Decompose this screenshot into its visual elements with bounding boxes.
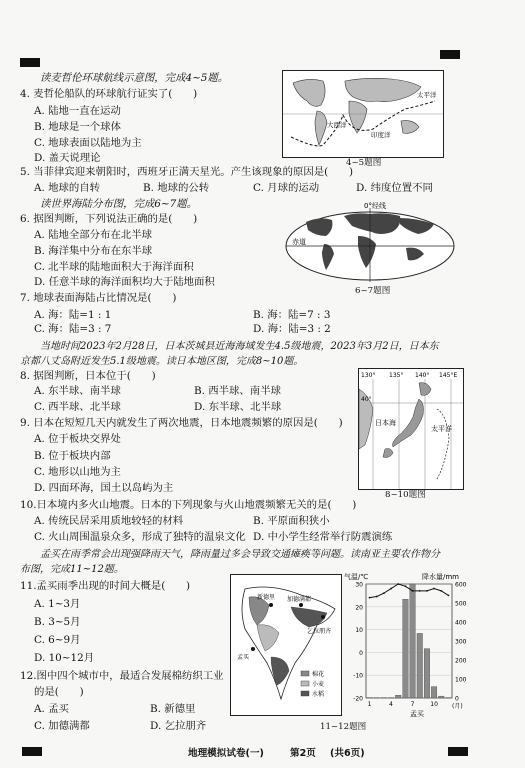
chart-temp-axis-title: 气温/℃ <box>344 573 369 581</box>
legend-cotton-label: 棉花 <box>312 671 325 678</box>
figure-land-sea-map <box>284 202 456 284</box>
label-prime-meridian: 0°经线 <box>364 202 386 210</box>
legend-wheat-label: 小麦 <box>312 681 325 688</box>
q11-option-b: B. 3~5月 <box>34 616 81 628</box>
label-equator: 赤道 <box>292 238 306 246</box>
label-lon-135: 135° <box>389 372 404 379</box>
legend-rice-swatch <box>301 691 309 696</box>
registration-mark-bottom-right <box>448 747 468 756</box>
q5-option-c: C. 月球的运动 <box>253 182 320 194</box>
registration-mark-bottom-left <box>22 747 42 756</box>
land-sea-map <box>284 202 456 284</box>
q6-option-b: B. 海洋集中分布在东半球 <box>34 245 153 257</box>
chart-temp-tick-label: 0 <box>359 649 363 657</box>
chart-month-tick-label: 4 <box>389 701 393 708</box>
q12-option-a: A. 孟买 <box>34 703 69 715</box>
chart-temp-point <box>433 588 435 590</box>
chart-temp-point <box>412 590 414 592</box>
figure-magellan-route-map <box>282 70 444 158</box>
q12-option-c: C. 加德满都 <box>34 720 90 732</box>
chart-precip-axis-title: 降水量/mm <box>422 573 459 581</box>
label-pacific-ocean-japan: 太平洋 <box>431 425 452 433</box>
q10-option-c: C. 火山周围温泉众多，形成了独特的温泉文化 <box>34 531 246 543</box>
q10-option-b: B. 平原面积狭小 <box>253 515 330 527</box>
chart-temp-point <box>419 590 421 592</box>
chart-month-tick-label: 7 <box>410 701 415 708</box>
q10-option-a: A. 传统民居采用质地较轻的材料 <box>34 515 184 527</box>
q11-option-c: C. 6~9月 <box>34 634 81 646</box>
chart-precip-bar <box>424 649 430 698</box>
q7-option-c: C. 海：陆=3 : 7 <box>34 323 112 335</box>
chart-temp-tick-label: 30 <box>355 581 363 589</box>
chart-temp-point <box>376 596 378 598</box>
footer-page: 第2页 <box>290 748 316 759</box>
figure-south-asia-crop-map <box>230 574 342 716</box>
label-new-delhi: 新德里 <box>257 594 276 601</box>
q7-option-b: B. 海：陆=7 : 3 <box>253 309 331 321</box>
q4-option-c: C. 地球表面以陆地为主 <box>34 137 142 149</box>
chart-temp-tick-label: -10 <box>353 672 363 680</box>
q4-option-b: B. 地球是一个球体 <box>34 121 121 133</box>
legend-rice-label: 水稻 <box>312 691 325 698</box>
magellan-route-map <box>283 71 443 157</box>
label-pacific-ocean: 太平洋 <box>417 91 437 99</box>
q9-option-d: D. 四面环海，国土以岛屿为主 <box>34 482 174 494</box>
q5-stem: 5. 当菲律宾迎来朝阳时，西班牙正满天星光。产生该现象的原因是( ) <box>20 166 354 178</box>
chart-month-unit: (月) <box>452 703 463 710</box>
label-cherrapunji: 乞拉朋齐 <box>307 628 332 635</box>
q10-option-d: D. 中小学生经常举行防震演练 <box>253 531 393 543</box>
label-mumbai: 孟买 <box>237 654 250 661</box>
q7-option-d: D. 海：陆=3 : 2 <box>253 323 331 335</box>
label-lon-145e: 145°E <box>439 372 458 379</box>
q6-option-d: D. 任意半球的海洋面积均大于陆地面积 <box>34 276 215 288</box>
chart-temp-point <box>390 588 392 590</box>
chart-precip-tick-label: 500 <box>455 600 467 608</box>
q4-stem: 4. 麦哲伦船队的环球航行证实了( ) <box>20 88 198 100</box>
chart-temp-point <box>369 597 371 599</box>
q4-option-d: D. 盖天说理论 <box>34 152 101 164</box>
q12-stem-line1: 12.图中四个城市中，最适合发展棉纺织工业 <box>20 670 224 682</box>
intro-8-10-line2: 京都八丈岛附近发生5.1级地震。读日本地区图，完成8~10题。 <box>20 356 304 367</box>
chart-temp-line <box>370 584 449 598</box>
figure-4-5-caption: 4~5题图 <box>346 158 382 168</box>
chart-precip-tick-label: 300 <box>455 638 467 646</box>
q12-option-d: D. 乞拉朋齐 <box>150 720 207 732</box>
chart-temp-point <box>405 585 407 587</box>
japan-map <box>359 369 463 489</box>
registration-mark-top-left <box>20 58 40 67</box>
chart-precip-tick-label: 100 <box>455 676 467 684</box>
chart-temp-point <box>426 590 428 592</box>
chart-precip-bar <box>438 696 444 698</box>
q11-option-a: A. 1~3月 <box>34 598 81 610</box>
chart-temp-tick-label: -20 <box>353 695 363 703</box>
label-kathmandu: 加德满都 <box>287 596 312 603</box>
label-lat-40: 40° <box>361 396 372 403</box>
chart-precip-bar <box>395 695 401 698</box>
footer-total: (共6页) <box>330 748 365 759</box>
q9-option-a: A. 位于板块交界处 <box>34 433 121 445</box>
chart-precip-bar <box>431 687 437 698</box>
label-indian-ocean: 印度洋 <box>371 131 391 139</box>
chart-precip-bar <box>410 584 416 698</box>
chart-temp-point <box>440 590 442 592</box>
chart-precip-bar <box>417 633 423 698</box>
footer-title: 地理模拟试卷(一) <box>188 748 264 759</box>
q8-stem: 8. 据图判断，日本位于( ) <box>20 370 156 382</box>
chart-month-tick-label: 1 <box>367 701 372 708</box>
q9-option-b: B. 位于板块内部 <box>34 450 111 462</box>
intro-11-12-line1: 孟买在雨季常会出现强降雨天气，降雨量过多会导致交通瘫痪等问题。读南亚主要农作物分 <box>40 549 440 560</box>
chart-precip-tick-label: 0 <box>455 695 459 703</box>
figure-japan-map <box>358 368 464 490</box>
q6-option-a: A. 陆地全部分布在北半球 <box>34 229 153 241</box>
chart-temp-point <box>397 583 399 585</box>
q10-stem: 10.日本境内多火山地震。日本的下列现象与火山地震频繁无关的是( ) <box>20 499 357 511</box>
chart-temp-tick-label: 20 <box>355 604 363 612</box>
q12-option-b: B. 新德里 <box>150 703 196 715</box>
chart-plot-frame <box>366 584 452 698</box>
chart-temp-point <box>448 595 450 597</box>
mumbai-climate-chart <box>344 570 484 720</box>
intro-6-7: 读世界海陆分布图，完成6~7题。 <box>40 198 198 210</box>
q11-stem: 11.孟买雨季出现的时间大概是( ) <box>20 580 191 592</box>
q5-option-a: A. 地球的自转 <box>34 182 101 194</box>
figure-11-12-caption: 11~12题图 <box>320 722 367 732</box>
q7-stem: 7. 地球表面海陆占比情况是( ) <box>20 292 177 304</box>
chart-precip-tick-label: 400 <box>455 619 467 627</box>
legend-wheat-swatch <box>301 681 309 686</box>
q6-stem: 6. 据图判断，下列说法正确的是( ) <box>20 213 198 225</box>
chart-temp-point <box>383 592 385 594</box>
q9-stem: 9. 日本在短短几天内就发生了两次地震，日本地震频繁的原因是( ) <box>20 417 343 429</box>
south-asia-crop-map <box>231 575 341 715</box>
intro-11-12-line2: 布图，完成11~12题。 <box>20 564 124 575</box>
q11-option-d: D. 10~12月 <box>34 652 95 664</box>
q8-option-a: A. 东半球、南半球 <box>34 385 121 397</box>
chart-temp-tick-label: 10 <box>355 627 363 635</box>
chart-precip-bar <box>403 599 409 698</box>
chart-station-label: 孟买 <box>410 710 424 718</box>
registration-mark-top-right <box>440 50 460 59</box>
legend-cotton-swatch <box>301 671 309 676</box>
q7-option-a: A. 海：陆=1 : 1 <box>34 309 112 321</box>
q8-option-c: C. 西半球、北半球 <box>34 401 121 413</box>
intro-4-5: 读麦哲伦环球航线示意图，完成4~5题。 <box>40 72 229 84</box>
chart-precip-tick-label: 200 <box>455 657 467 665</box>
figure-6-7-caption: 6~7题图 <box>355 286 391 296</box>
q5-option-b: B. 地球的公转 <box>143 182 210 194</box>
q4-option-a: A. 陆地一直在运动 <box>34 105 121 117</box>
intro-8-10-line1: 当地时间2023年2月28日，日本茨城县近海海域发生4.5级地震，2023年3月2日，日本东 <box>40 341 439 352</box>
chart-month-tick-label: 10 <box>430 701 438 708</box>
label-atlantic-ocean: 大西洋 <box>327 121 347 129</box>
figure-8-10-caption: 8~10题图 <box>385 490 426 500</box>
label-lon-140: 140° <box>415 372 430 379</box>
q12-stem-line2: 的是( ) <box>34 686 84 698</box>
q8-option-d: D. 东半球、北半球 <box>194 401 282 413</box>
q6-option-c: C. 北半球的陆地面积大于海洋面积 <box>34 261 194 273</box>
q8-option-b: B. 西半球、南半球 <box>194 385 281 397</box>
q5-option-d: D. 纬度位置不同 <box>356 182 433 194</box>
chart-precip-tick-label: 600 <box>455 581 467 589</box>
label-lon-130: 130° <box>361 372 376 379</box>
figure-mumbai-climate-chart <box>344 570 484 720</box>
q9-option-c: C. 地形以山地为主 <box>34 466 121 478</box>
label-sea-of-japan: 日本海 <box>375 419 396 427</box>
